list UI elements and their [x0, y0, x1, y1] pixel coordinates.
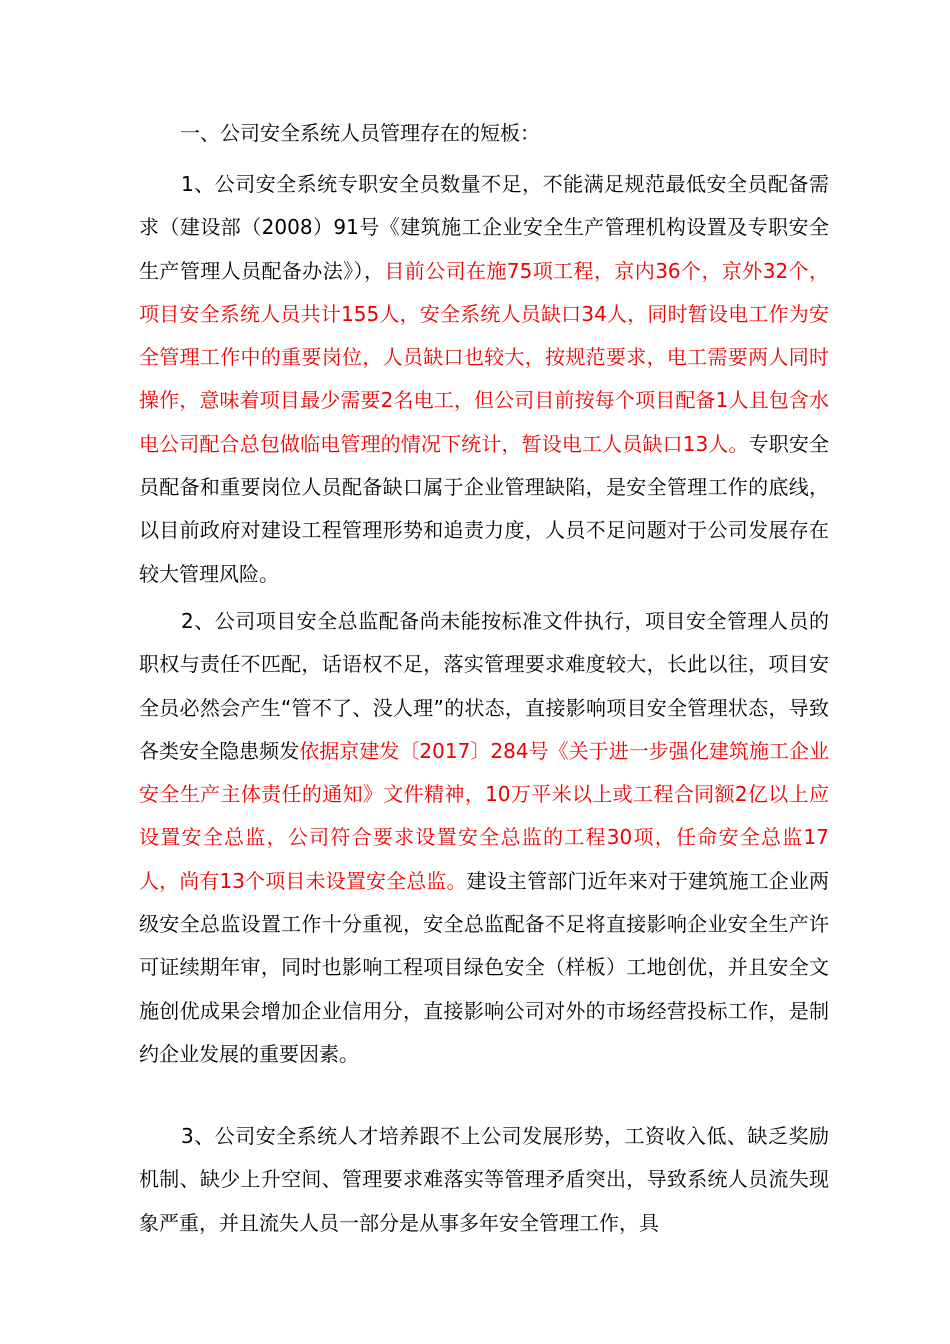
paragraph-1-highlight: 目前公司在施75项工程，京内36个，京外32个，项目安全系统人员共计155人，安全系统人员缺口34人，同时暂设电工作为安全管理工作中的重要岗位，人员缺口也较大，按规范要求，电工需要两人同时操作，意味着项目最少需要2名电工，但公司目前按每个项目配备1人且包含水电公司配合总包做临电管理的情况下统计，暂设电工人员缺口13人。 [139, 258, 829, 456]
paragraph-1 [139, 163, 829, 596]
section-heading: 一、公司安全系统人员管理存在的短板： [180, 121, 540, 145]
paragraph-2-tail: 建设主管部门近年来对于建筑施工企业两级安全总监设置工作十分重视，安全总监配备不足将直接影响企业安全生产许可证续期年审，同时也影响工程项目绿色安全（样板）工地创优，并且安全文施创优成果会增加企业信用分，直接影响公司对外的市场经营投标工作，是制约企业发展的重要因素。 [139, 868, 829, 1066]
paragraph-2-highlight: 依据京建发〔2017〕284号《关于进一步强化建筑施工企业安全生产主体责任的通知》文件精神，10万平米以上或工程合同额2亿以上应设置安全总监，公司符合要求设置安全总监的工程30项，任命安全总监17人，尚有13个项目未设置安全总监。 [139, 738, 830, 893]
paragraph-1-lead: 1、公司安全系统专职安全员数量不足，不能满足规范最低安全员配备需求（建设部（2008）91号《建筑施工企业安全生产管理机构设置及专职安全生产管理人员配备办法》）， [139, 172, 829, 283]
paragraph-2-lead: 2、公司项目安全总监配备尚未能按标准文件执行，项目安全管理人员的职权与责任不匹配，话语权不足，落实管理要求难度较大，长此以往，项目安全员必然会产生“管不了、没人理”的状态，直接影响项目安全管理状态，导致各类安全隐患频发 [139, 609, 829, 763]
paragraph-3: 3、公司安全系统人才培养跟不上公司发展形势，工资收入低、缺乏奖励机制、缺少上升空间、管理要求难落实等管理矛盾突出，导致系统人员流失现象严重，并且流失人员一部分是从事多年安全管理工作，具 [139, 1124, 829, 1235]
paragraph-2 [139, 600, 829, 1076]
paragraph-1-tail: 专职安全员配备和重要岗位人员配备缺口属于企业管理缺陷，是安全管理工作的底线，以目前政府对建设工程管理形势和追责力度，人员不足问题对于公司发展存在较大管理风险。 [139, 431, 830, 586]
